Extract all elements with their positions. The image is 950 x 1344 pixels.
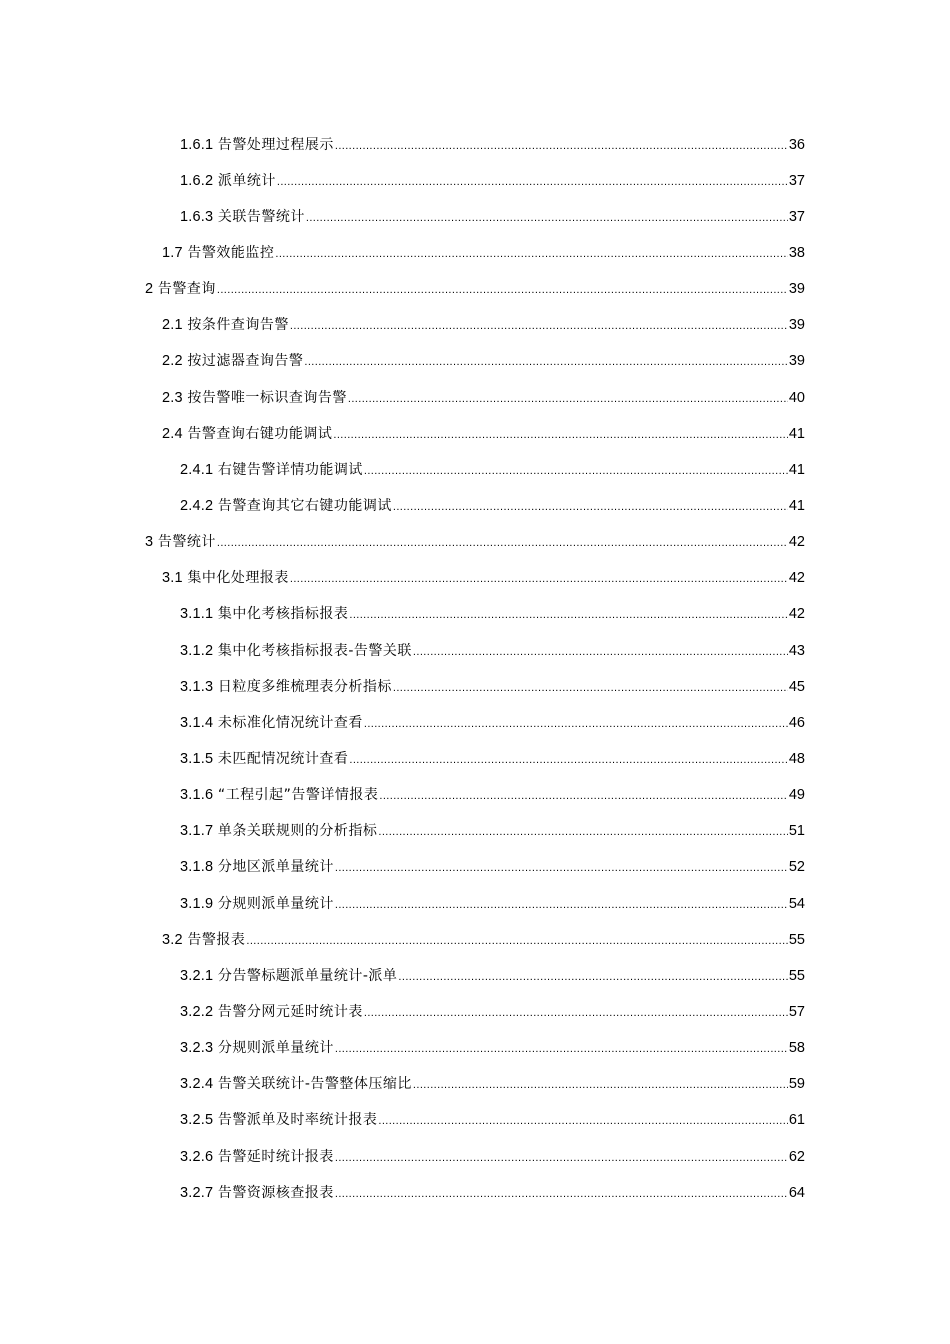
toc-dot-leader xyxy=(413,1075,788,1095)
toc-entry-number: 2.2 xyxy=(162,353,183,370)
toc-dot-leader xyxy=(364,1003,788,1023)
toc-entry-number: 1.7 xyxy=(162,244,183,261)
toc-entry-page-number: 40 xyxy=(788,389,805,406)
toc-entry-number: 2.4 xyxy=(162,425,183,442)
toc-entry-line xyxy=(180,1038,950,1059)
toc-dot-leader xyxy=(333,425,787,445)
toc-entry-number: 3.1.9 xyxy=(180,895,214,912)
toc-entry-number: 2.1 xyxy=(162,317,183,334)
toc-entry-page-number: 39 xyxy=(788,317,805,334)
toc-entry-title: 按告警唯一标识查询告警 xyxy=(187,389,347,406)
toc-entry-number: 3.2.4 xyxy=(180,1076,214,1093)
toc-entry[interactable] xyxy=(0,597,950,633)
toc-entry-page-number: 45 xyxy=(788,678,805,695)
toc-entry-page-number: 54 xyxy=(788,895,805,912)
toc-entry[interactable] xyxy=(0,1031,950,1067)
toc-entry-line xyxy=(162,424,950,445)
toc-entry-number: 3.2 xyxy=(162,931,183,948)
toc-dot-leader xyxy=(277,172,788,192)
toc-entry[interactable] xyxy=(0,778,950,814)
toc-entry-number: 3.1.1 xyxy=(180,606,214,623)
toc-entry[interactable] xyxy=(0,958,950,994)
toc-entry-page-number: 39 xyxy=(788,353,805,370)
toc-entry[interactable] xyxy=(0,1175,950,1211)
toc-dot-leader xyxy=(306,208,788,228)
toc-entry[interactable] xyxy=(0,741,950,777)
toc-entry-title: 告警统计 xyxy=(157,534,216,551)
toc-entry-title: 日粒度多维梳理表分析指标 xyxy=(217,678,392,695)
toc-entry-line xyxy=(180,1147,950,1168)
toc-dot-leader xyxy=(348,389,788,409)
toc-entry-title: 告警延时统计报表 xyxy=(217,1148,334,1165)
toc-entry-title: 按条件查询告警 xyxy=(187,317,289,334)
toc-entry-line xyxy=(180,604,950,625)
toc-entry-line xyxy=(180,641,950,662)
toc-entry-page-number: 42 xyxy=(788,534,805,551)
toc-dot-leader xyxy=(398,967,787,987)
toc-entry-number: 3.1.7 xyxy=(180,823,214,840)
toc-entry-number: 3.2.6 xyxy=(180,1148,214,1165)
toc-entry-line xyxy=(180,1074,950,1095)
toc-entry-line xyxy=(162,315,950,336)
toc-entry-line xyxy=(180,966,950,987)
toc-entry-page-number: 41 xyxy=(788,425,805,442)
toc-entry-line xyxy=(180,171,950,192)
toc-dot-leader xyxy=(290,569,788,589)
toc-entry-title: 告警查询右键功能调试 xyxy=(187,425,333,442)
toc-entry-title: 关联告警统计 xyxy=(217,208,305,225)
toc-entry[interactable] xyxy=(0,272,950,308)
toc-entry-page-number: 62 xyxy=(788,1148,805,1165)
toc-entry-line xyxy=(180,749,950,770)
toc-dot-leader xyxy=(349,750,788,770)
toc-entry-page-number: 55 xyxy=(788,931,805,948)
toc-entry-page-number: 59 xyxy=(788,1076,805,1093)
toc-entry-page-number: 37 xyxy=(788,172,805,189)
toc-entry-title: 告警查询 xyxy=(157,281,216,298)
toc-dot-leader xyxy=(378,822,788,842)
toc-dot-leader xyxy=(413,642,788,662)
toc-dot-leader xyxy=(335,1148,788,1168)
toc-entry-title: 集中化考核指标报表 xyxy=(217,606,349,623)
toc-entry[interactable] xyxy=(0,633,950,669)
toc-entry[interactable] xyxy=(0,669,950,705)
toc-dot-leader xyxy=(335,136,788,156)
toc-entry-line xyxy=(180,713,950,734)
toc-entry-line xyxy=(180,496,950,517)
toc-dot-leader xyxy=(364,714,788,734)
toc-entry[interactable] xyxy=(0,308,950,344)
toc-entry-number: 3.2.2 xyxy=(180,1003,214,1020)
toc-entry-title: 分规则派单量统计 xyxy=(217,895,334,912)
toc-entry-number: 3.1.3 xyxy=(180,678,214,695)
toc-entry[interactable] xyxy=(0,199,950,235)
toc-entry-page-number: 51 xyxy=(788,823,805,840)
toc-entry[interactable] xyxy=(0,705,950,741)
toc-entry-title: 单条关联规则的分析指标 xyxy=(217,823,378,840)
toc-entry-title: 分规则派单量统计 xyxy=(217,1040,334,1057)
toc-entry-title: 右键告警详情功能调试 xyxy=(217,461,363,478)
toc-entry[interactable] xyxy=(0,380,950,416)
toc-dot-leader xyxy=(304,352,787,372)
toc-entry-number: 3.1 xyxy=(162,570,183,587)
toc-entry[interactable] xyxy=(0,850,950,886)
toc-entry-page-number: 37 xyxy=(788,208,805,225)
toc-entry[interactable] xyxy=(0,344,950,380)
toc-entry-number: 3.1.5 xyxy=(180,750,214,767)
toc-entry-number: 3.1.6 xyxy=(180,787,214,804)
toc-entry-number: 2 xyxy=(145,281,154,298)
toc-entry-title: 分地区派单量统计 xyxy=(217,859,334,876)
toc-entry-number: 3.1.4 xyxy=(180,714,214,731)
toc-entry[interactable] xyxy=(0,814,950,850)
toc-entry-page-number: 55 xyxy=(788,967,805,984)
toc-entry-title: 分告警标题派单量统计-派单 xyxy=(217,967,398,984)
toc-entry-page-number: 41 xyxy=(788,497,805,514)
toc-entry-page-number: 52 xyxy=(788,859,805,876)
toc-entry[interactable] xyxy=(0,886,950,922)
toc-entry-number: 3.2.3 xyxy=(180,1040,214,1057)
toc-entry-page-number: 43 xyxy=(788,642,805,659)
toc-entry-number: 1.6.2 xyxy=(180,172,214,189)
toc-entry-page-number: 46 xyxy=(788,714,805,731)
toc-entry[interactable] xyxy=(0,994,950,1030)
toc-entry-page-number: 61 xyxy=(788,1112,805,1129)
toc-entry-title: 告警关联统计-告警整体压缩比 xyxy=(217,1076,412,1093)
toc-entry-line xyxy=(145,279,950,300)
toc-entry[interactable] xyxy=(0,488,950,524)
toc-dot-leader xyxy=(217,280,788,300)
toc-entry-line xyxy=(180,821,950,842)
toc-entry[interactable] xyxy=(0,163,950,199)
toc-entry-title: 告警分网元延时统计表 xyxy=(217,1003,363,1020)
toc-dot-leader xyxy=(335,895,788,915)
table-of-contents xyxy=(0,127,950,1211)
toc-entry-title: 告警处理过程展示 xyxy=(217,136,334,153)
toc-entry-page-number: 39 xyxy=(788,281,805,298)
toc-entry-number: 2.4.1 xyxy=(180,461,214,478)
toc-dot-leader xyxy=(335,1039,788,1059)
toc-entry-number: 2.4.2 xyxy=(180,497,214,514)
toc-entry[interactable] xyxy=(0,452,950,488)
toc-entry-title: 告警派单及时率统计报表 xyxy=(217,1112,378,1129)
toc-entry-number: 3.2.1 xyxy=(180,967,214,984)
toc-entry-number: 3.1.2 xyxy=(180,642,214,659)
toc-entry-line xyxy=(180,894,950,915)
toc-entry-line xyxy=(180,677,950,698)
toc-entry-page-number: 49 xyxy=(788,787,805,804)
toc-entry-title: 未匹配情况统计查看 xyxy=(217,750,349,767)
toc-entry[interactable] xyxy=(0,235,950,271)
toc-entry-line xyxy=(162,930,950,951)
toc-entry-page-number: 36 xyxy=(788,136,805,153)
toc-entry-number: 1.6.3 xyxy=(180,208,214,225)
toc-dot-leader xyxy=(393,678,788,698)
toc-entry-page-number: 48 xyxy=(788,750,805,767)
toc-dot-leader xyxy=(290,316,788,336)
toc-entry-line xyxy=(162,243,950,264)
toc-entry[interactable] xyxy=(0,561,950,597)
toc-entry-title: “工程引起”告警详情报表 xyxy=(217,787,379,804)
toc-entry[interactable] xyxy=(0,1139,950,1175)
toc-entry-number: 2.3 xyxy=(162,389,183,406)
toc-dot-leader xyxy=(349,605,788,625)
toc-entry-line xyxy=(180,460,950,481)
toc-entry-page-number: 41 xyxy=(788,461,805,478)
toc-entry-line xyxy=(162,568,950,589)
toc-dot-leader xyxy=(379,786,787,806)
toc-entry[interactable] xyxy=(0,1067,950,1103)
toc-entry-title: 告警效能监控 xyxy=(187,244,275,261)
toc-dot-leader xyxy=(335,1184,788,1204)
toc-entry[interactable] xyxy=(0,922,950,958)
toc-entry-page-number: 57 xyxy=(788,1003,805,1020)
toc-entry[interactable] xyxy=(0,127,950,163)
toc-entry-line xyxy=(180,1002,950,1023)
toc-entry-line xyxy=(180,1110,950,1131)
toc-entry[interactable] xyxy=(0,1103,950,1139)
toc-entry-title: 告警查询其它右键功能调试 xyxy=(217,497,392,514)
toc-entry-line xyxy=(180,785,950,806)
toc-entry-title: 未标准化情况统计查看 xyxy=(217,714,363,731)
toc-entry-title: 派单统计 xyxy=(217,172,276,189)
toc-entry-title: 告警报表 xyxy=(187,931,246,948)
toc-entry[interactable] xyxy=(0,525,950,561)
toc-dot-leader xyxy=(217,533,788,553)
toc-entry-title: 集中化处理报表 xyxy=(187,570,289,587)
toc-entry-number: 3.2.7 xyxy=(180,1184,214,1201)
toc-dot-leader xyxy=(246,931,787,951)
toc-dot-leader xyxy=(393,497,788,517)
toc-entry-page-number: 64 xyxy=(788,1184,805,1201)
toc-entry-number: 3 xyxy=(145,534,154,551)
toc-dot-leader xyxy=(378,1111,788,1131)
toc-entry-number: 3.2.5 xyxy=(180,1112,214,1129)
toc-entry-line xyxy=(162,351,950,372)
toc-dot-leader xyxy=(275,244,787,264)
toc-entry-page-number: 38 xyxy=(788,244,805,261)
toc-dot-leader xyxy=(335,858,788,878)
toc-entry-line xyxy=(180,857,950,878)
toc-entry-line xyxy=(180,1183,950,1204)
toc-entry-line xyxy=(145,532,950,553)
toc-entry-number: 3.1.8 xyxy=(180,859,214,876)
toc-entry[interactable] xyxy=(0,416,950,452)
toc-entry-line xyxy=(162,388,950,409)
toc-entry-number: 1.6.1 xyxy=(180,136,214,153)
toc-entry-title: 告警资源核查报表 xyxy=(217,1184,334,1201)
toc-entry-line xyxy=(180,207,950,228)
toc-dot-leader xyxy=(364,461,788,481)
toc-entry-title: 按过滤器查询告警 xyxy=(187,353,304,370)
toc-entry-page-number: 42 xyxy=(788,606,805,623)
toc-entry-title: 集中化考核指标报表-告警关联 xyxy=(217,642,412,659)
toc-entry-page-number: 42 xyxy=(788,570,805,587)
toc-entry-page-number: 58 xyxy=(788,1040,805,1057)
toc-entry-line xyxy=(180,135,950,156)
